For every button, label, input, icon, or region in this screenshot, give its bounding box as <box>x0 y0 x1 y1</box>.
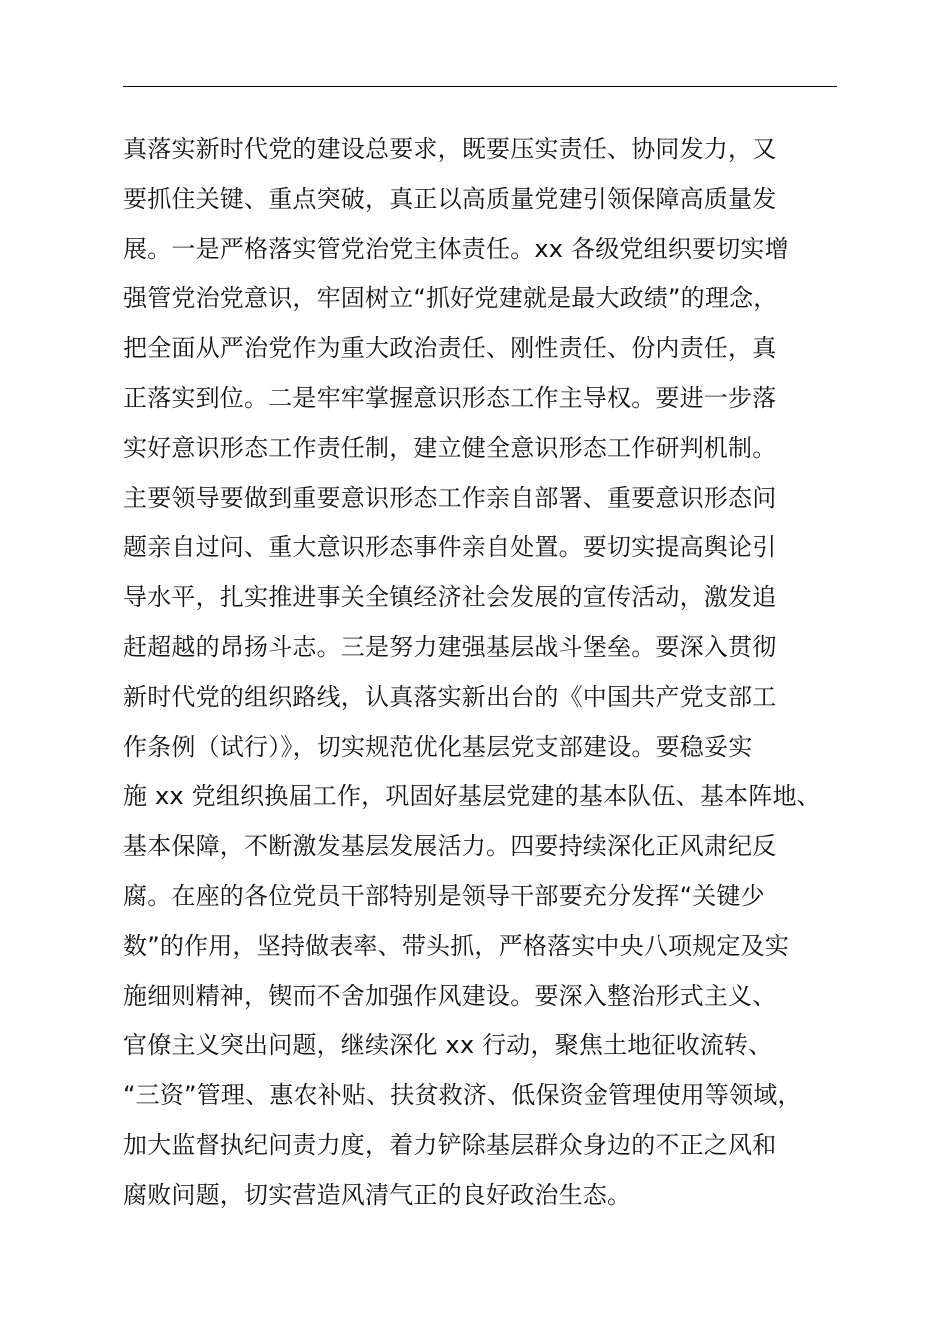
text-line: 新时代党的组织路线，认真落实新出台的《中国共产党支部工 <box>123 682 777 711</box>
text-line: 展。一是严格落实管党治党主体责任。xx 各级党组织要切实增 <box>123 234 789 263</box>
text-line: 主要领导要做到重要意识形态工作亲自部署、重要意识形态问 <box>123 483 777 512</box>
text-line: 数”的作用，坚持做表率、带头抓，严格落实中央八项规定及实 <box>123 931 790 960</box>
text-line: 实好意识形态工作责任制，建立健全意识形态工作研判机制。 <box>123 433 777 462</box>
text-line: 腐败问题，切实营造风清气正的良好政治生态。 <box>123 1180 632 1209</box>
header-rule <box>123 86 837 87</box>
body-paragraph <box>123 125 863 1221</box>
text-line: 导水平，扎实推进事关全镇经济社会发展的宣传活动，激发追 <box>123 583 777 612</box>
text-line: 作条例（试行）》，切实规范优化基层党支部建设。要稳妥实 <box>123 732 753 761</box>
text-line: “三资”管理、惠农补贴、扶贫救济、低保资金管理使用等领域， <box>123 1081 802 1110</box>
text-line: 强管党治党意识，牢固树立“抓好党建就是最大政绩”的理念， <box>123 284 778 313</box>
text-line: 基本保障，不断激发基层发展活力。四要持续深化正风肃纪反 <box>123 832 777 861</box>
text-line: 题亲自过问、重大意识形态事件亲自处置。要切实提高舆论引 <box>123 533 777 562</box>
text-line: 把全面从严治党作为重大政治责任、刚性责任、份内责任，真 <box>123 334 777 363</box>
text-line: 施 xx 党组织换届工作，巩固好基层党建的基本队伍、基本阵地、 <box>123 782 821 811</box>
text-line: 真落实新时代党的建设总要求，既要压实责任、协同发力，又 <box>123 135 777 163</box>
text-line: 腐。在座的各位党员干部特别是领导干部要充分发挥“关键少 <box>123 881 765 910</box>
text-line: 施细则精神，锲而不舍加强作风建设。要深入整治形式主义、 <box>123 981 777 1010</box>
text-line: 赶超越的昂扬斗志。三是努力建强基层战斗堡垒。要深入贯彻 <box>123 632 777 661</box>
text-line: 要抓住关键、重点突破，真正以高质量党建引领保障高质量发 <box>123 184 777 213</box>
text-line: 官僚主义突出问题，继续深化 xx 行动，聚焦土地征收流转、 <box>123 1031 773 1060</box>
text-line: 正落实到位。二是牢牢掌握意识形态工作主导权。要进一步落 <box>123 383 777 412</box>
text-line: 加大监督执纪问责力度，着力铲除基层群众身边的不正之风和 <box>123 1130 777 1159</box>
